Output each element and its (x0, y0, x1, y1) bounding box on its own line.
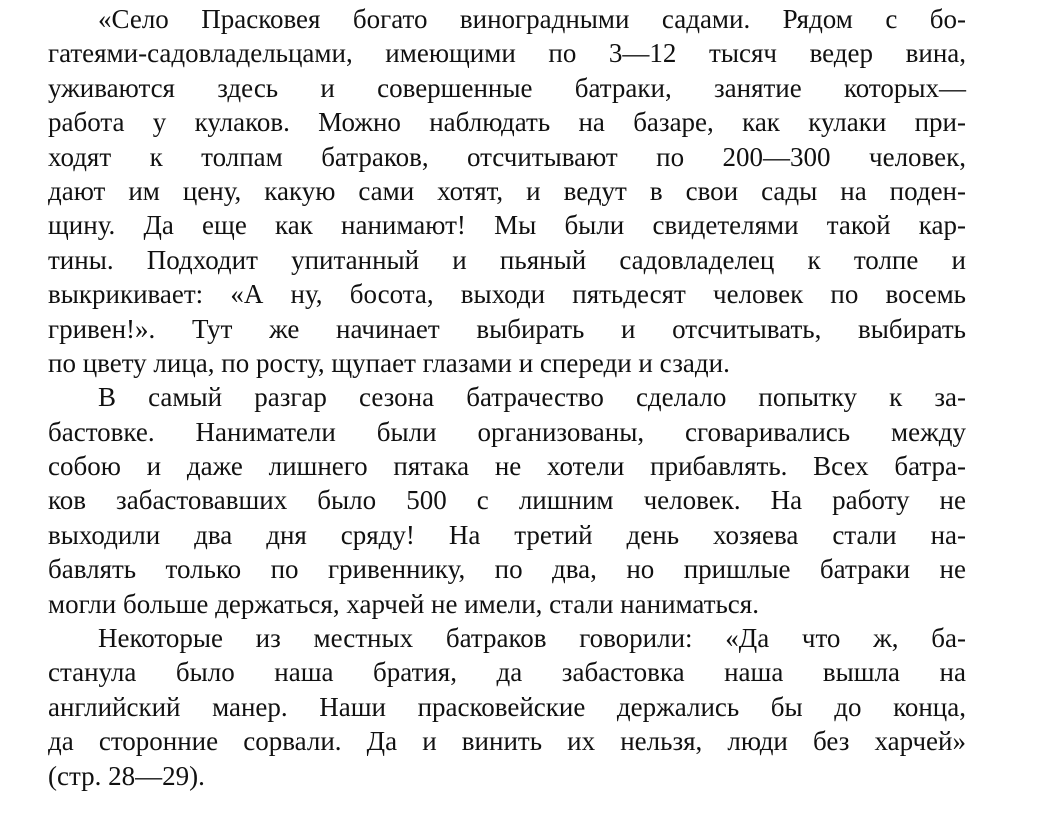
text-line: собою и даже лишнего пятака не хотели прибавлять. Всех батра- (48, 451, 966, 482)
text-line: работа у кулаков. Можно наблюдать на базаре, как кулаки при- (48, 107, 966, 138)
text-line: выкрикивает: «А ну, босота, выходи пятьдесят человек по восемь (48, 279, 966, 310)
text-line: станула было наша братия, да забастовка наша вышла на (48, 657, 966, 688)
text-line: Некоторые из местных батраков говорили: «Да что ж, ба- (98, 623, 966, 654)
book-page-text (48, 2, 966, 793)
text-line: бастовке. Наниматели были организованы, сговаривались между (48, 416, 966, 447)
paragraph-1 (48, 2, 966, 380)
text-line: могли больше держаться, харчей не имели, стали наниматься. (48, 588, 759, 619)
text-line: ков забастовавших было 500 с лишним человек. На работу не (48, 485, 966, 516)
text-line: по цвету лица, по росту, щупает глазами и спереди и сзади. (48, 347, 730, 378)
paragraph-2 (48, 380, 966, 621)
text-line: В самый разгар сезона батрачество сделало попытку к за- (98, 382, 966, 413)
text-line: дают им цену, какую сами хотят, и ведут в свои сады на поден- (48, 175, 966, 206)
text-line: (стр. 28—29). (48, 760, 205, 791)
text-line: «Село Прасковея богато виноградными садами. Рядом с бо- (98, 4, 966, 34)
text-line: тины. Подходит упитанный и пьяный садовладелец к толпе и (48, 244, 966, 275)
text-line: да сторонние сорвали. Да и винить их нельзя, люди без харчей» (48, 726, 966, 757)
text-line: выходили два дня сряду! На третий день хозяева стали на- (48, 519, 966, 550)
text-line: английский манер. Наши прасковейские держались бы до конца, (48, 691, 966, 722)
text-line: бавлять только по гривеннику, по два, но пришлые батраки не (48, 554, 966, 585)
paragraph-3 (48, 621, 966, 793)
text-line: ходят к толпам батраков, отсчитывают по 200—300 человек, (48, 141, 966, 172)
text-line: гатеями-садовладельцами, имеющими по 3—12 тысяч ведер вина, (48, 38, 966, 69)
text-line: уживаются здесь и совершенные батраки, занятие которых— (48, 72, 966, 103)
text-line: щину. Да еще как нанимают! Мы были свидетелями такой кар- (48, 210, 966, 241)
text-line: гривен!». Тут же начинает выбирать и отсчитывать, выбирать (48, 313, 966, 344)
